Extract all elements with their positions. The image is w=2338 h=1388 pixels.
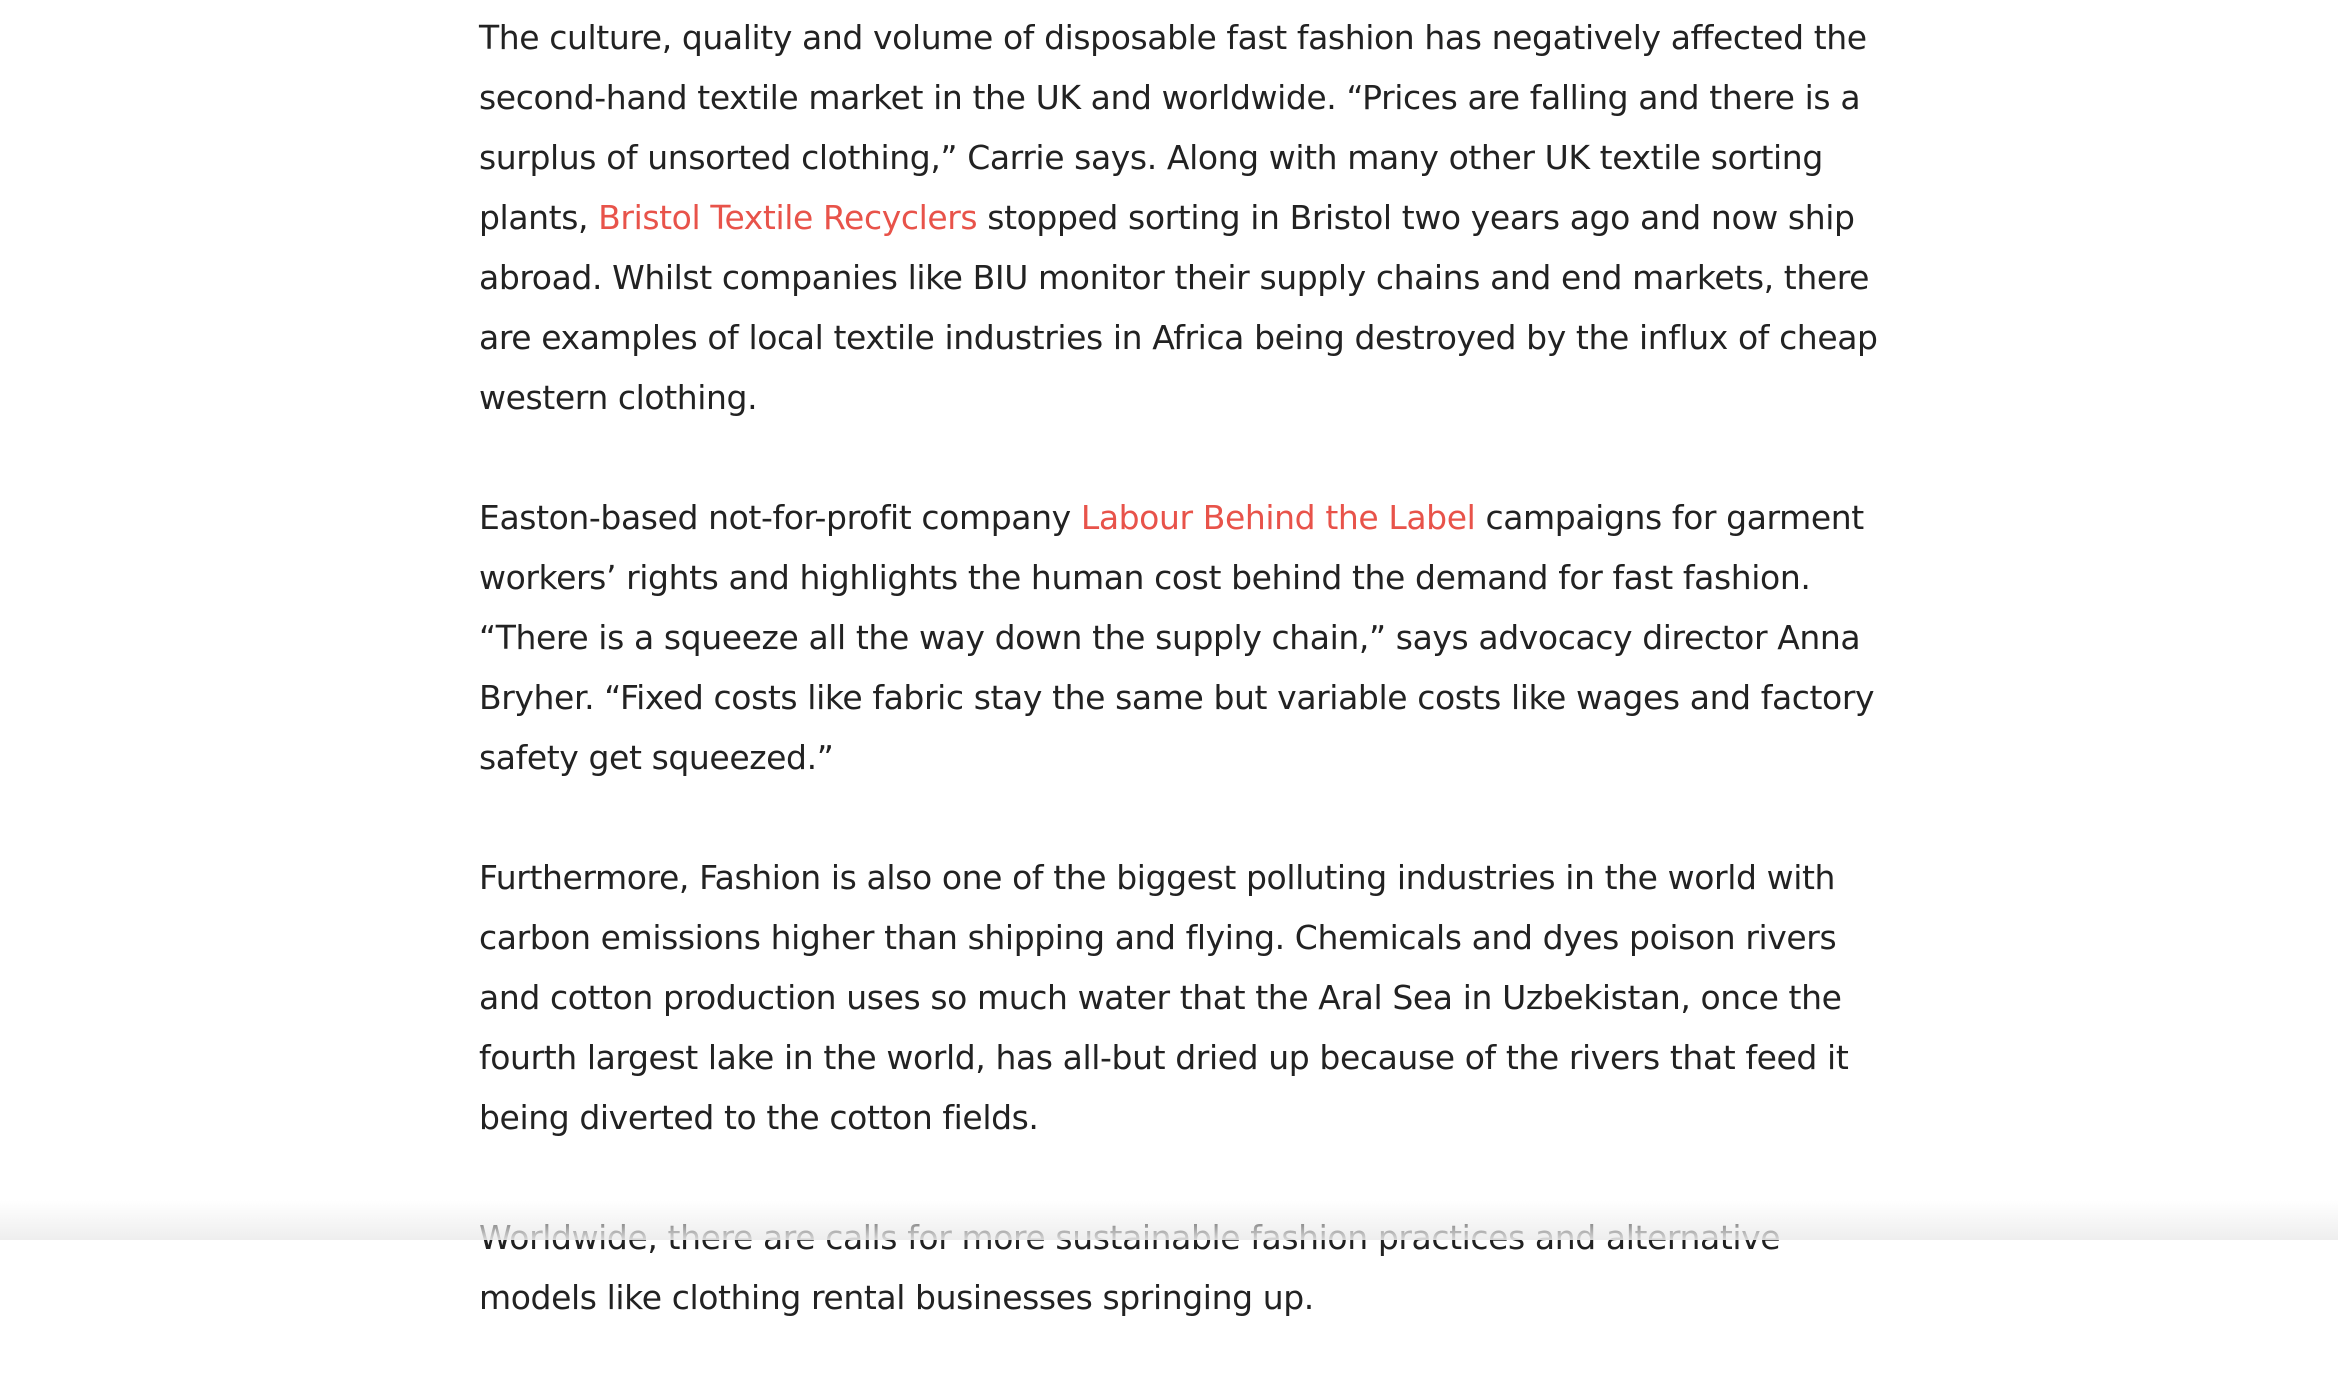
paragraph-sustainable-fashion: Worldwide, there are calls for more sustainable fashion practices and alternative models like clothing rental businesses springing up. [479,1208,1879,1328]
paragraph-text: Easton-based not-for-profit company [479,498,1081,537]
link-bristol-textile-recyclers[interactable]: Bristol Textile Recyclers [598,198,977,237]
bottom-fade-overlay [0,1200,2338,1240]
paragraph-text: stopped sorting in Bristol two years ago and now ship abroad. Whilst companies like BIU monitor their supply chains and end markets, there are examples of local textile industries in Africa being destroyed by the influx of cheap western clothing. [479,198,1878,417]
link-labour-behind-the-label[interactable]: Labour Behind the Label [1081,498,1476,537]
paragraph-text: campaigns for garment workers’ rights and highlights the human cost behind the demand for fast fashion. “There is a squeeze all the way down the supply chain,” says advocacy director Anna Bryher. “Fixed costs like fabric stay the same but variable costs like wages and factory safety get squeezed.” [479,498,1874,777]
paragraph-labour-behind-label [479,488,1879,788]
paragraph-text: The culture, quality and volume of disposable fast fashion has negatively affected the second-hand textile market in the UK and worldwide. “Prices are falling and there is a surplus of unsorted clothing,” Carrie says. Along with many other UK textile sorting plants, [479,18,1867,237]
paragraph-pollution: Furthermore, Fashion is also one of the biggest polluting industries in the world with carbon emissions higher than shipping and flying. Chemicals and dyes poison rivers and cotton production uses so much water that the Aral Sea in Uzbekistan, once the fourth largest lake in the world, has all-but dried up because of the rivers that feed it being diverted to the cotton fields. [479,848,1879,1148]
paragraph-textile-market [479,8,1879,428]
article-body [479,8,1879,1388]
